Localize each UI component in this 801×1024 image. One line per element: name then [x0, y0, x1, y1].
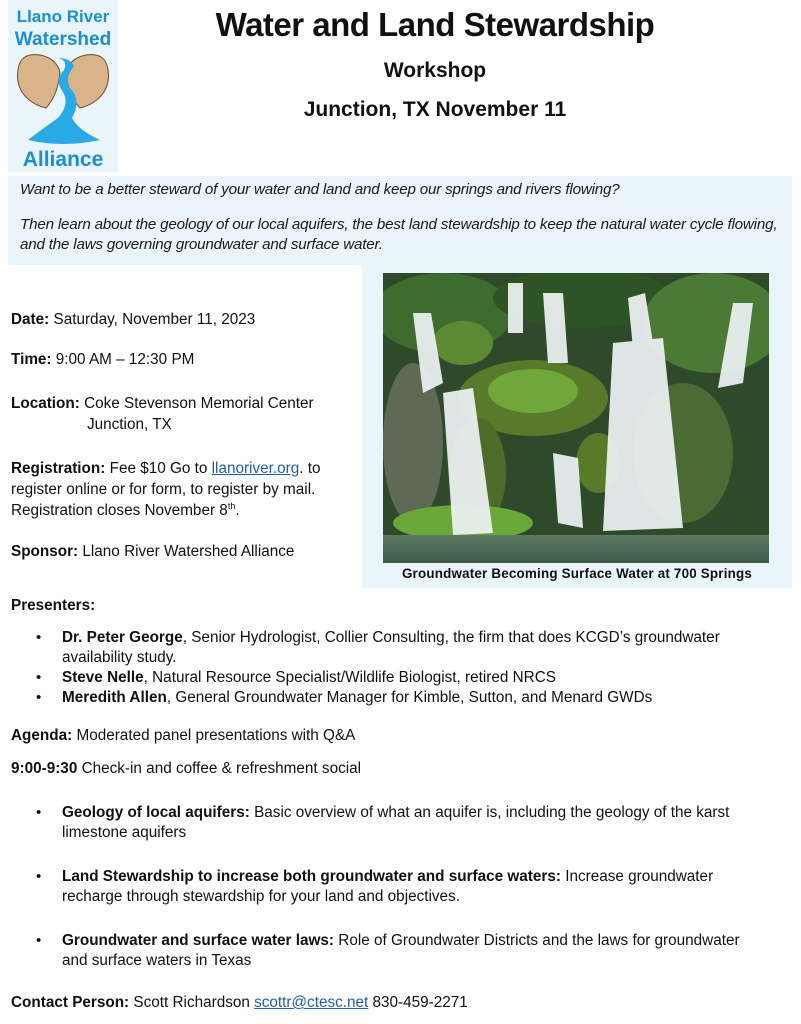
- bullet-icon: •: [36, 629, 42, 646]
- date-value: Saturday, November 11, 2023: [53, 311, 256, 328]
- presenter-desc: , General Groundwater Manager for Kimble, Sutton, and Menard GWDs: [166, 689, 653, 706]
- date-row: [11, 309, 356, 330]
- time-value: 9:00 AM – 12:30 PM: [55, 351, 195, 368]
- sponsor-label: Sponsor:: [11, 543, 79, 560]
- registration-link-period: .: [299, 460, 304, 477]
- contact-phone: 830-459-2271: [372, 994, 468, 1011]
- presenter-name: Steve Nelle: [62, 669, 144, 686]
- contact-row: [11, 994, 468, 1012]
- photo-panel: [362, 265, 792, 588]
- date-label: Date:: [11, 311, 50, 328]
- registration-label: Registration:: [11, 460, 106, 477]
- waterfall-photo: [383, 273, 769, 563]
- photo-caption: Groundwater Becoming Surface Water at 700 Springs: [401, 566, 753, 581]
- presenters-list: [0, 628, 760, 708]
- bullet-icon: •: [36, 669, 42, 686]
- registration-end: .: [235, 502, 240, 519]
- presenter-item: [0, 668, 760, 688]
- sponsor-value: Llano River Watershed Alliance: [82, 543, 295, 560]
- checkin-row: [11, 760, 361, 778]
- time-row: [11, 349, 356, 370]
- presenter-desc: , Senior Hydrologist, Collier Consulting, the firm that does KCGD’s groundwater availability study.: [62, 629, 720, 666]
- location-label: Location:: [11, 395, 80, 412]
- location-line2: Junction, TX: [87, 416, 172, 433]
- intro-box: [8, 176, 792, 265]
- location-row: [11, 393, 356, 435]
- agenda-item: [0, 867, 760, 907]
- time-label: Time:: [11, 351, 52, 368]
- presenter-name: Dr. Peter George: [62, 629, 183, 646]
- agenda-label: Agenda:: [11, 727, 73, 744]
- llano-river-watershed-alliance-logo: [8, 0, 118, 172]
- logo-text-line3: Alliance: [22, 148, 104, 171]
- intro-body: Then learn about the geology of our local aquifers, the best land stewardship to keep the natural water cycle flowing, and the laws governing groundwater and surface water.: [20, 216, 778, 253]
- bullet-icon: •: [36, 804, 42, 821]
- bullet-icon: •: [36, 932, 42, 949]
- agenda-item-desc: Role of Groundwater Districts and the laws for groundwater and surface waters in Texas: [62, 932, 740, 969]
- registration-text: to register online or for form, to register by mail. Registration closes November 8: [11, 460, 321, 519]
- agenda-item-title: Land Stewardship to increase both groundwater and surface waters:: [62, 868, 561, 885]
- event-location-date: Junction, TX November 11: [303, 98, 567, 121]
- registration-date-suffix: th: [227, 500, 236, 511]
- presenter-name: Meredith Allen: [62, 689, 167, 706]
- bullet-icon: •: [36, 689, 42, 706]
- presenter-item: [0, 688, 760, 708]
- agenda-item-title: Geology of local aquifers:: [62, 804, 250, 821]
- sponsor-row: [11, 541, 356, 562]
- contact-name: Scott Richardson: [133, 994, 250, 1011]
- agenda-item: [0, 931, 760, 971]
- agenda-value: Moderated panel presentations with Q&A: [76, 727, 356, 744]
- page-subtitle: Workshop: [383, 59, 487, 82]
- agenda-list: [0, 803, 760, 995]
- contact-email-link[interactable]: scottr@ctesc.net: [254, 994, 369, 1011]
- bullet-icon: •: [36, 868, 42, 885]
- checkin-time: 9:00-9:30: [11, 760, 78, 777]
- logo-text-line1: Llano River: [16, 7, 110, 26]
- waterfall-image: [383, 273, 769, 563]
- presenter-item: [0, 628, 760, 668]
- logo-text-line2: Watershed: [14, 29, 112, 50]
- page-title: Water and Land Stewardship: [215, 6, 655, 43]
- registration-prefix: Fee $10 Go to: [109, 460, 208, 477]
- registration-row: [11, 458, 356, 521]
- location-line1: Coke Stevenson Memorial Center: [84, 395, 314, 412]
- contact-label: Contact Person:: [11, 994, 130, 1011]
- agenda-item-desc: Basic overview of what an aquifer is, including the geology of the karst limestone aquifers: [62, 804, 730, 841]
- agenda-item: [0, 803, 760, 843]
- intro-question: Want to be a better steward of your water and land and keep our springs and rivers flowing?: [20, 181, 620, 198]
- agenda-item-desc: Increase groundwater recharge through stewardship for your land and objectives.: [62, 868, 714, 905]
- agenda-row: [11, 727, 355, 745]
- presenter-desc: , Natural Resource Specialist/Wildlife Biologist, retired NRCS: [143, 669, 556, 686]
- checkin-text: Check-in and coffee & refreshment social: [81, 760, 362, 777]
- agenda-item-title: Groundwater and surface water laws:: [62, 932, 335, 949]
- logo-graphic: [8, 0, 118, 172]
- registration-link[interactable]: llanoriver.org: [211, 460, 300, 477]
- presenters-heading: Presenters:: [11, 597, 96, 614]
